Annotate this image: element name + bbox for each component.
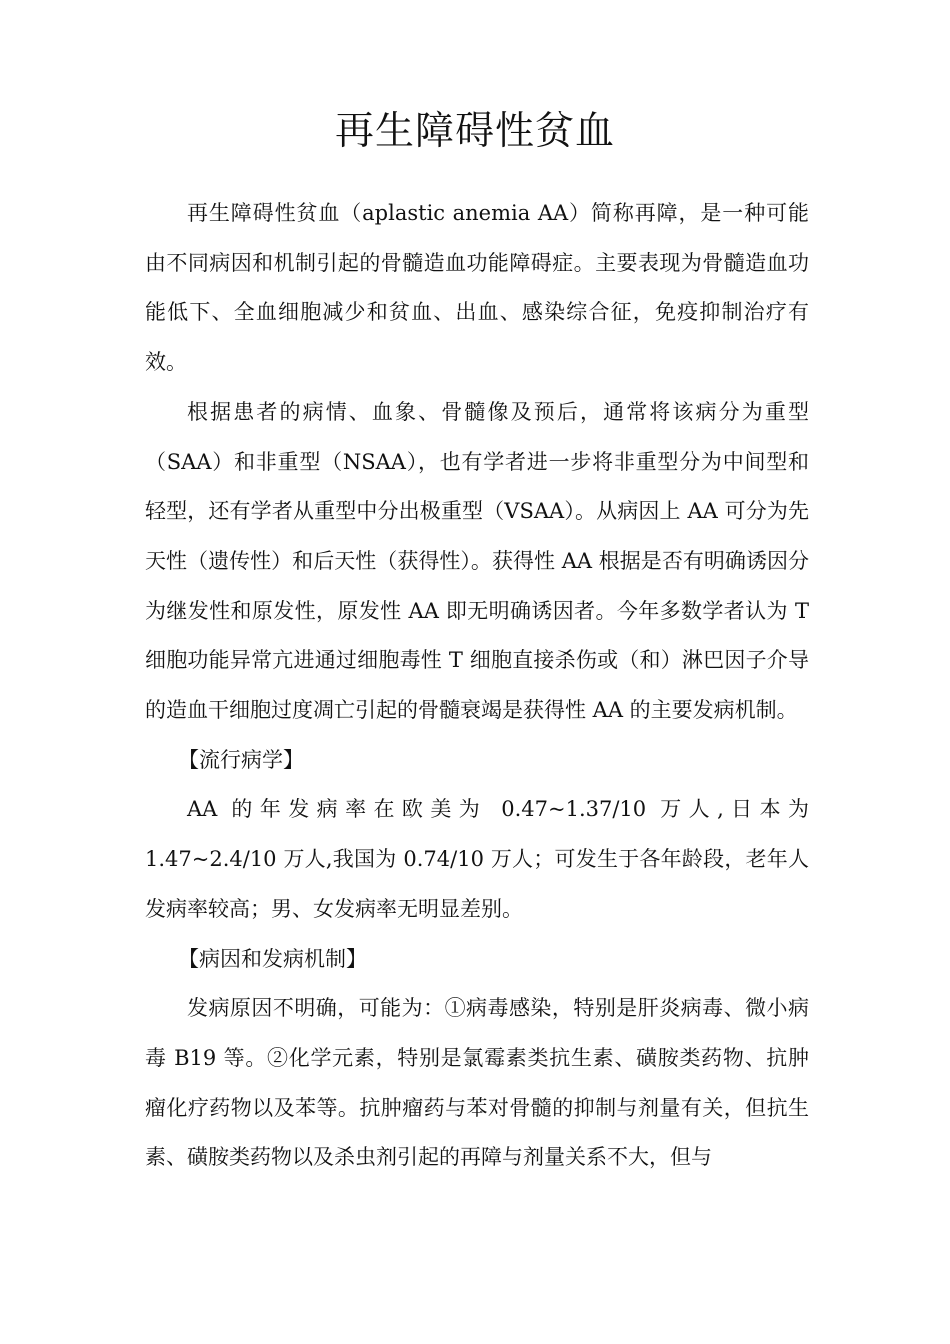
document-title: 再生障碍性贫血: [334, 109, 615, 154]
paragraph-epidemiology: AA 的年发病率在欧美为 0.47~1.37/10 万人,日本为 1.47~2.4/10 万人,我国为 0.74/10 万人；可发生于各年龄段，老年人发病率较高；男、女发病率无明显差别。: [145, 797, 809, 921]
document-body: [145, 189, 809, 1183]
paragraph-classification: 根据患者的病情、血象、骨髓像及预后，通常将该病分为重型（SAA）和非重型（NSAA），也有学者进一步将非重型分为中间型和轻型，还有学者从重型中分出极重型（VSAA）。从病因上 AA 可分为先天性（遗传性）和后天性（获得性）。获得性 AA 根据是否有明确诱因分为继发性和原发性，原发性 AA 即无明确诱因者。今年多数学者认为 T 细胞功能异常亢进通过细胞毒性 T 细胞直接杀伤或（和）淋巴因子介导的造血干细胞过度凋亡引起的骨髓衰竭是获得性 AA 的主要发病机制。: [145, 399, 809, 723]
paragraph-definition: 再生障碍性贫血（aplastic anemia AA）简称再障，是一种可能由不同病因和机制引起的骨髓造血功能障碍症。主要表现为骨髓造血功能低下、全血细胞减少和贫血、出血、感染综合征，免疫抑制治疗有效。: [145, 201, 809, 375]
paragraph-etiology: 发病原因不明确，可能为：①病毒感染，特别是肝炎病毒、微小病毒 B19 等。②化学元素，特别是氯霉素类抗生素、磺胺类药物、抗肿瘤化疗药物以及苯等。抗肿瘤药与苯对骨髓的抑制与剂量有关，但抗生素、磺胺类药物以及杀虫剂引起的再障与剂量关系不大，但与: [145, 996, 809, 1170]
section-heading-epidemiology: 【流行病学】: [178, 747, 304, 772]
section-heading-etiology: 【病因和发病机制】: [178, 946, 367, 971]
